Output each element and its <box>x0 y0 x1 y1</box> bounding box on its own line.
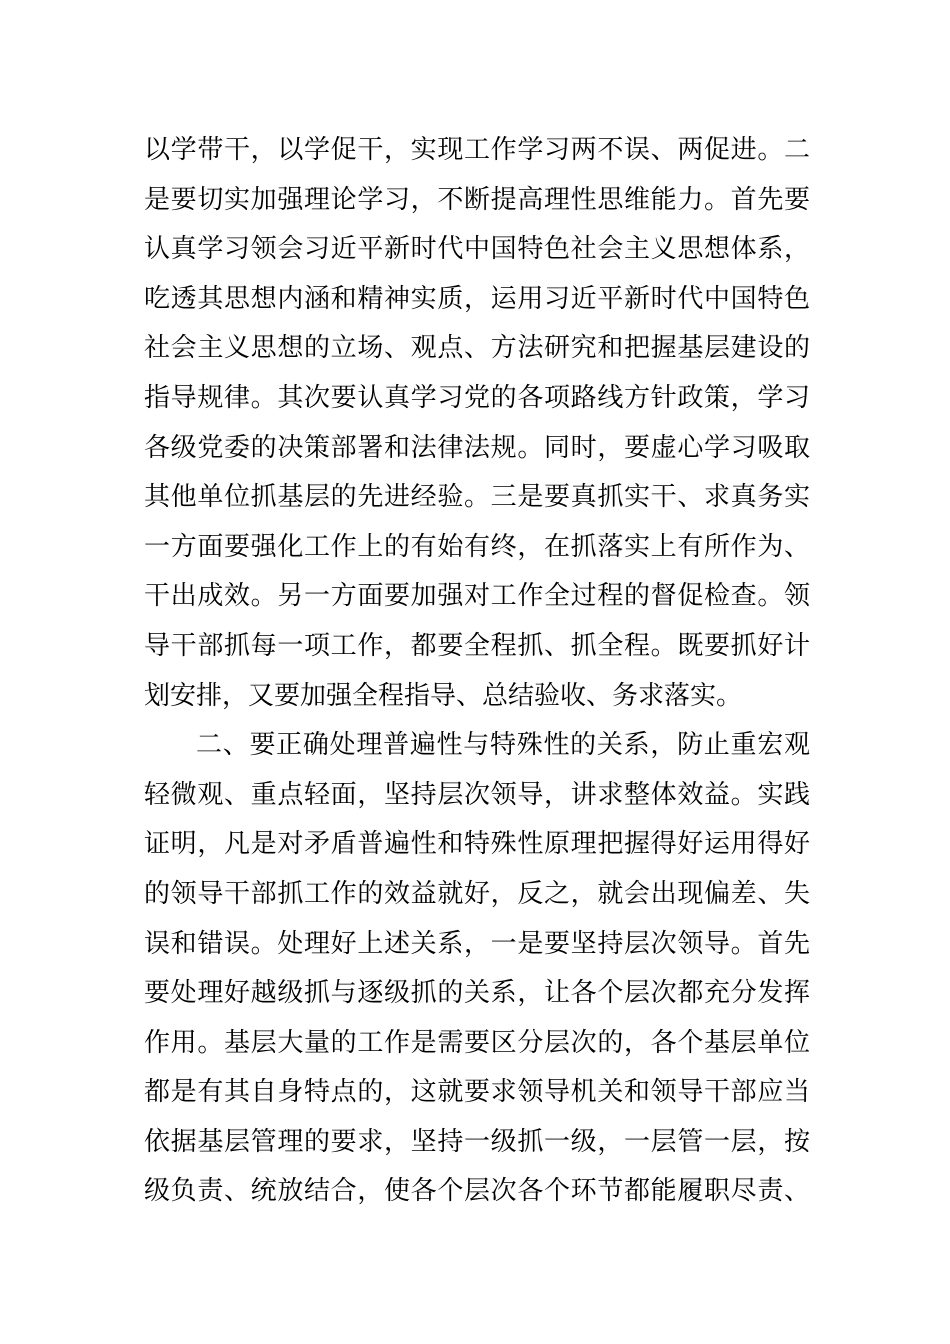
text-line-5: 社会主义思想的立场、观点、方法研究和把握基层建设的 <box>144 333 810 364</box>
text-line-2: 是要切实加强理论学习，不断提高理性思维能力。首先要 <box>144 184 810 215</box>
text-line-22: 级负责、统放结合，使各个层次各个环节都能履职尽责、 <box>144 1176 810 1207</box>
text-line-18: 要处理好越级抓与逐级抓的关系，让各个层次都充分发挥 <box>144 978 810 1009</box>
text-line-8: 其他单位抓基层的先进经验。三是要真抓实干、求真务实 <box>144 482 810 513</box>
text-line-13: 二、要正确处理普遍性与特殊性的关系，防止重宏观 <box>196 730 810 761</box>
text-line-20: 都是有其自身特点的，这就要求领导机关和领导干部应当 <box>144 1077 810 1108</box>
text-line-6: 指导规律。其次要认真学习党的各项路线方针政策，学习 <box>144 382 810 413</box>
text-line-7: 各级党委的决策部署和法律法规。同时，要虚心学习吸取 <box>144 432 810 463</box>
text-line-11: 导干部抓每一项工作，都要全程抓、抓全程。既要抓好计 <box>144 630 810 661</box>
text-line-16: 的领导干部抓工作的效益就好，反之，就会出现偏差、失 <box>144 878 810 909</box>
text-line-4: 吃透其思想内涵和精神实质，运用习近平新时代中国特色 <box>144 283 810 314</box>
text-line-17: 误和错误。处理好上述关系，一是要坚持层次领导。首先 <box>144 928 810 959</box>
text-line-19: 作用。基层大量的工作是需要区分层次的，各个基层单位 <box>144 1027 810 1058</box>
text-line-10: 干出成效。另一方面要加强对工作全过程的督促检查。领 <box>144 581 810 612</box>
text-line-14: 轻微观、重点轻面，坚持层次领导，讲求整体效益。实践 <box>144 779 810 810</box>
text-line-15: 证明，凡是对矛盾普遍性和特殊性原理把握得好运用得好 <box>144 829 810 860</box>
text-line-1: 以学带干，以学促干，实现工作学习两不误、两促进。二 <box>144 135 810 165</box>
text-line-12: 划安排，又要加强全程指导、总结验收、务求落实。 <box>144 680 743 711</box>
text-line-3: 认真学习领会习近平新时代中国特色社会主义思想体系， <box>144 234 810 265</box>
body-text <box>144 126 810 1217</box>
text-line-21: 依据基层管理的要求，坚持一级抓一级，一层管一层，按 <box>144 1126 810 1157</box>
text-line-9: 一方面要强化工作上的有始有终，在抓落实上有所作为、 <box>144 531 810 562</box>
